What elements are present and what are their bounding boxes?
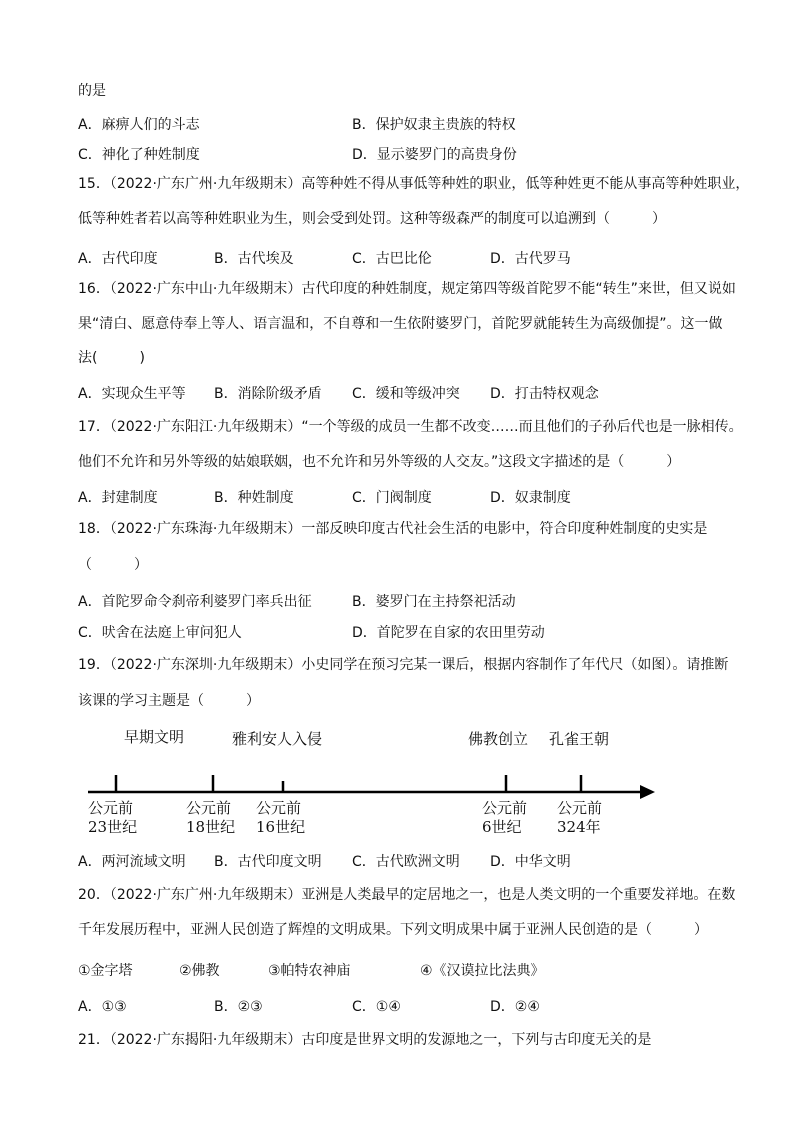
answer-option: D．奴隶制度	[490, 490, 571, 506]
question-text-line: 他们不允许和另外等级的姑娘联姻，也不允许和另外等级的人交友。”这段文字描述的是（ ）	[78, 454, 681, 470]
answer-option: D．中华文明	[490, 854, 571, 870]
answer-option: A．两河流域文明	[78, 854, 186, 870]
answer-option: D．显示婆罗门的高贵身份	[352, 147, 517, 163]
answer-option: C．古巴比伦	[352, 251, 432, 267]
answer-option: A．封建制度	[78, 490, 158, 506]
timeline-tick-label: 18世纪	[186, 818, 236, 836]
answer-option: C．吠舍在法庭上审问犯人	[78, 625, 242, 641]
answer-option: B．种姓制度	[214, 490, 294, 506]
answer-option: D．首陀罗在自家的农田里劳动	[352, 625, 545, 641]
timeline-event-label: 雅利安人入侵	[232, 730, 323, 748]
timeline-event-label: 佛教创立	[468, 730, 529, 748]
answer-option: ③帕特农神庙	[268, 963, 351, 979]
timeline-event-label: 孔雀王朝	[549, 730, 610, 748]
timeline-tick-label: 公元前	[557, 799, 603, 817]
answer-option: ①金字塔	[78, 963, 133, 979]
timeline-tick-label: 6世纪	[482, 818, 522, 836]
question-text-line: 该课的学习主题是（ ）	[78, 693, 260, 709]
answer-option: B．消除阶级矛盾	[214, 386, 322, 402]
answer-option: B．古代埃及	[214, 251, 294, 267]
timeline-tick-label: 公元前	[256, 799, 302, 817]
question-text-line: （ ）	[78, 557, 148, 573]
question-text-line: 20．（2022·广东广州·九年级期末）亚洲是人类最早的定居地之一，也是人类文明的一个重要发祥地。在数	[78, 887, 736, 903]
timeline-arrow-icon	[640, 785, 655, 799]
question-text-line: 15．（2022·广东广州·九年级期末）高等种姓不得从事低等种姓的职业，低等种姓更不能从事高等种姓职业，	[78, 176, 750, 192]
question-text-line: 千年发展历程中，亚洲人民创造了辉煌的文明成果。下列文明成果中属于亚洲人民创造的是（ ）	[78, 922, 708, 938]
question-text-line: 17．（2022·广东阳江·九年级期末）“一个等级的成员一生都不改变……而且他们的子孙后代也是一脉相传。	[78, 419, 743, 435]
answer-option: C．①④	[352, 999, 401, 1015]
question-text-line: 21．（2022·广东揭阳·九年级期末）古印度是世界文明的发源地之一，下列与古印度无关的是	[78, 1032, 652, 1048]
timeline-tick-label: 公元前	[186, 799, 232, 817]
answer-option: A．首陀罗命令刹帝利婆罗门率兵出征	[78, 594, 312, 610]
question-text-line: 的是	[78, 83, 106, 99]
answer-option: B．保护奴隶主贵族的特权	[352, 117, 516, 133]
answer-option: A．①③	[78, 999, 127, 1015]
answer-option: A．古代印度	[78, 251, 158, 267]
answer-option: C．门阀制度	[352, 490, 432, 506]
answer-option: B．②③	[214, 999, 263, 1015]
timeline-diagram	[0, 720, 794, 850]
answer-option: B．婆罗门在主持祭祀活动	[352, 594, 516, 610]
timeline-event-label: 早期文明	[124, 728, 185, 746]
answer-option: A．麻痹人们的斗志	[78, 117, 200, 133]
answer-option: D．古代罗马	[490, 251, 571, 267]
timeline-tick-label: 公元前	[88, 799, 134, 817]
answer-option: ②佛教	[179, 963, 220, 979]
answer-option: C．神化了种姓制度	[78, 147, 200, 163]
timeline-tick-label: 23世纪	[88, 818, 138, 836]
question-text-line: 18．（2022·广东珠海·九年级期末）一部反映印度古代社会生活的电影中，符合印度种姓制度的史实是	[78, 521, 708, 537]
question-text-line: 低等种姓者若以高等种姓职业为生，则会受到处罚。这种等级森严的制度可以追溯到（ ）	[78, 211, 666, 227]
question-text-line: 果“清白、愿意侍奉上等人、语言温和，不自尊和一生依附婆罗门，首陀罗就能转生为高级伽提”。这一做	[78, 316, 723, 332]
answer-option: C．古代欧洲文明	[352, 854, 460, 870]
answer-option: ④《汉谟拉比法典》	[420, 963, 545, 979]
timeline-tick-label: 324年	[557, 818, 601, 836]
answer-option: D．②④	[490, 999, 540, 1015]
timeline-tick-label: 16世纪	[256, 818, 306, 836]
question-text-line: 法( )	[78, 350, 145, 366]
timeline-tick-label: 公元前	[482, 799, 528, 817]
answer-option: C．缓和等级冲突	[352, 386, 460, 402]
answer-option: B．古代印度文明	[214, 854, 322, 870]
answer-option: D．打击特权观念	[490, 386, 599, 402]
question-text-line: 19．（2022·广东深圳·九年级期末）小史同学在预习完某一课后，根据内容制作了年代尺（如图）。请推断	[78, 657, 729, 673]
answer-option: A．实现众生平等	[78, 386, 186, 402]
question-text-line: 16．（2022·广东中山·九年级期末）古代印度的种姓制度，规定第四等级首陀罗不能“转生”来世，但又说如	[78, 281, 736, 297]
